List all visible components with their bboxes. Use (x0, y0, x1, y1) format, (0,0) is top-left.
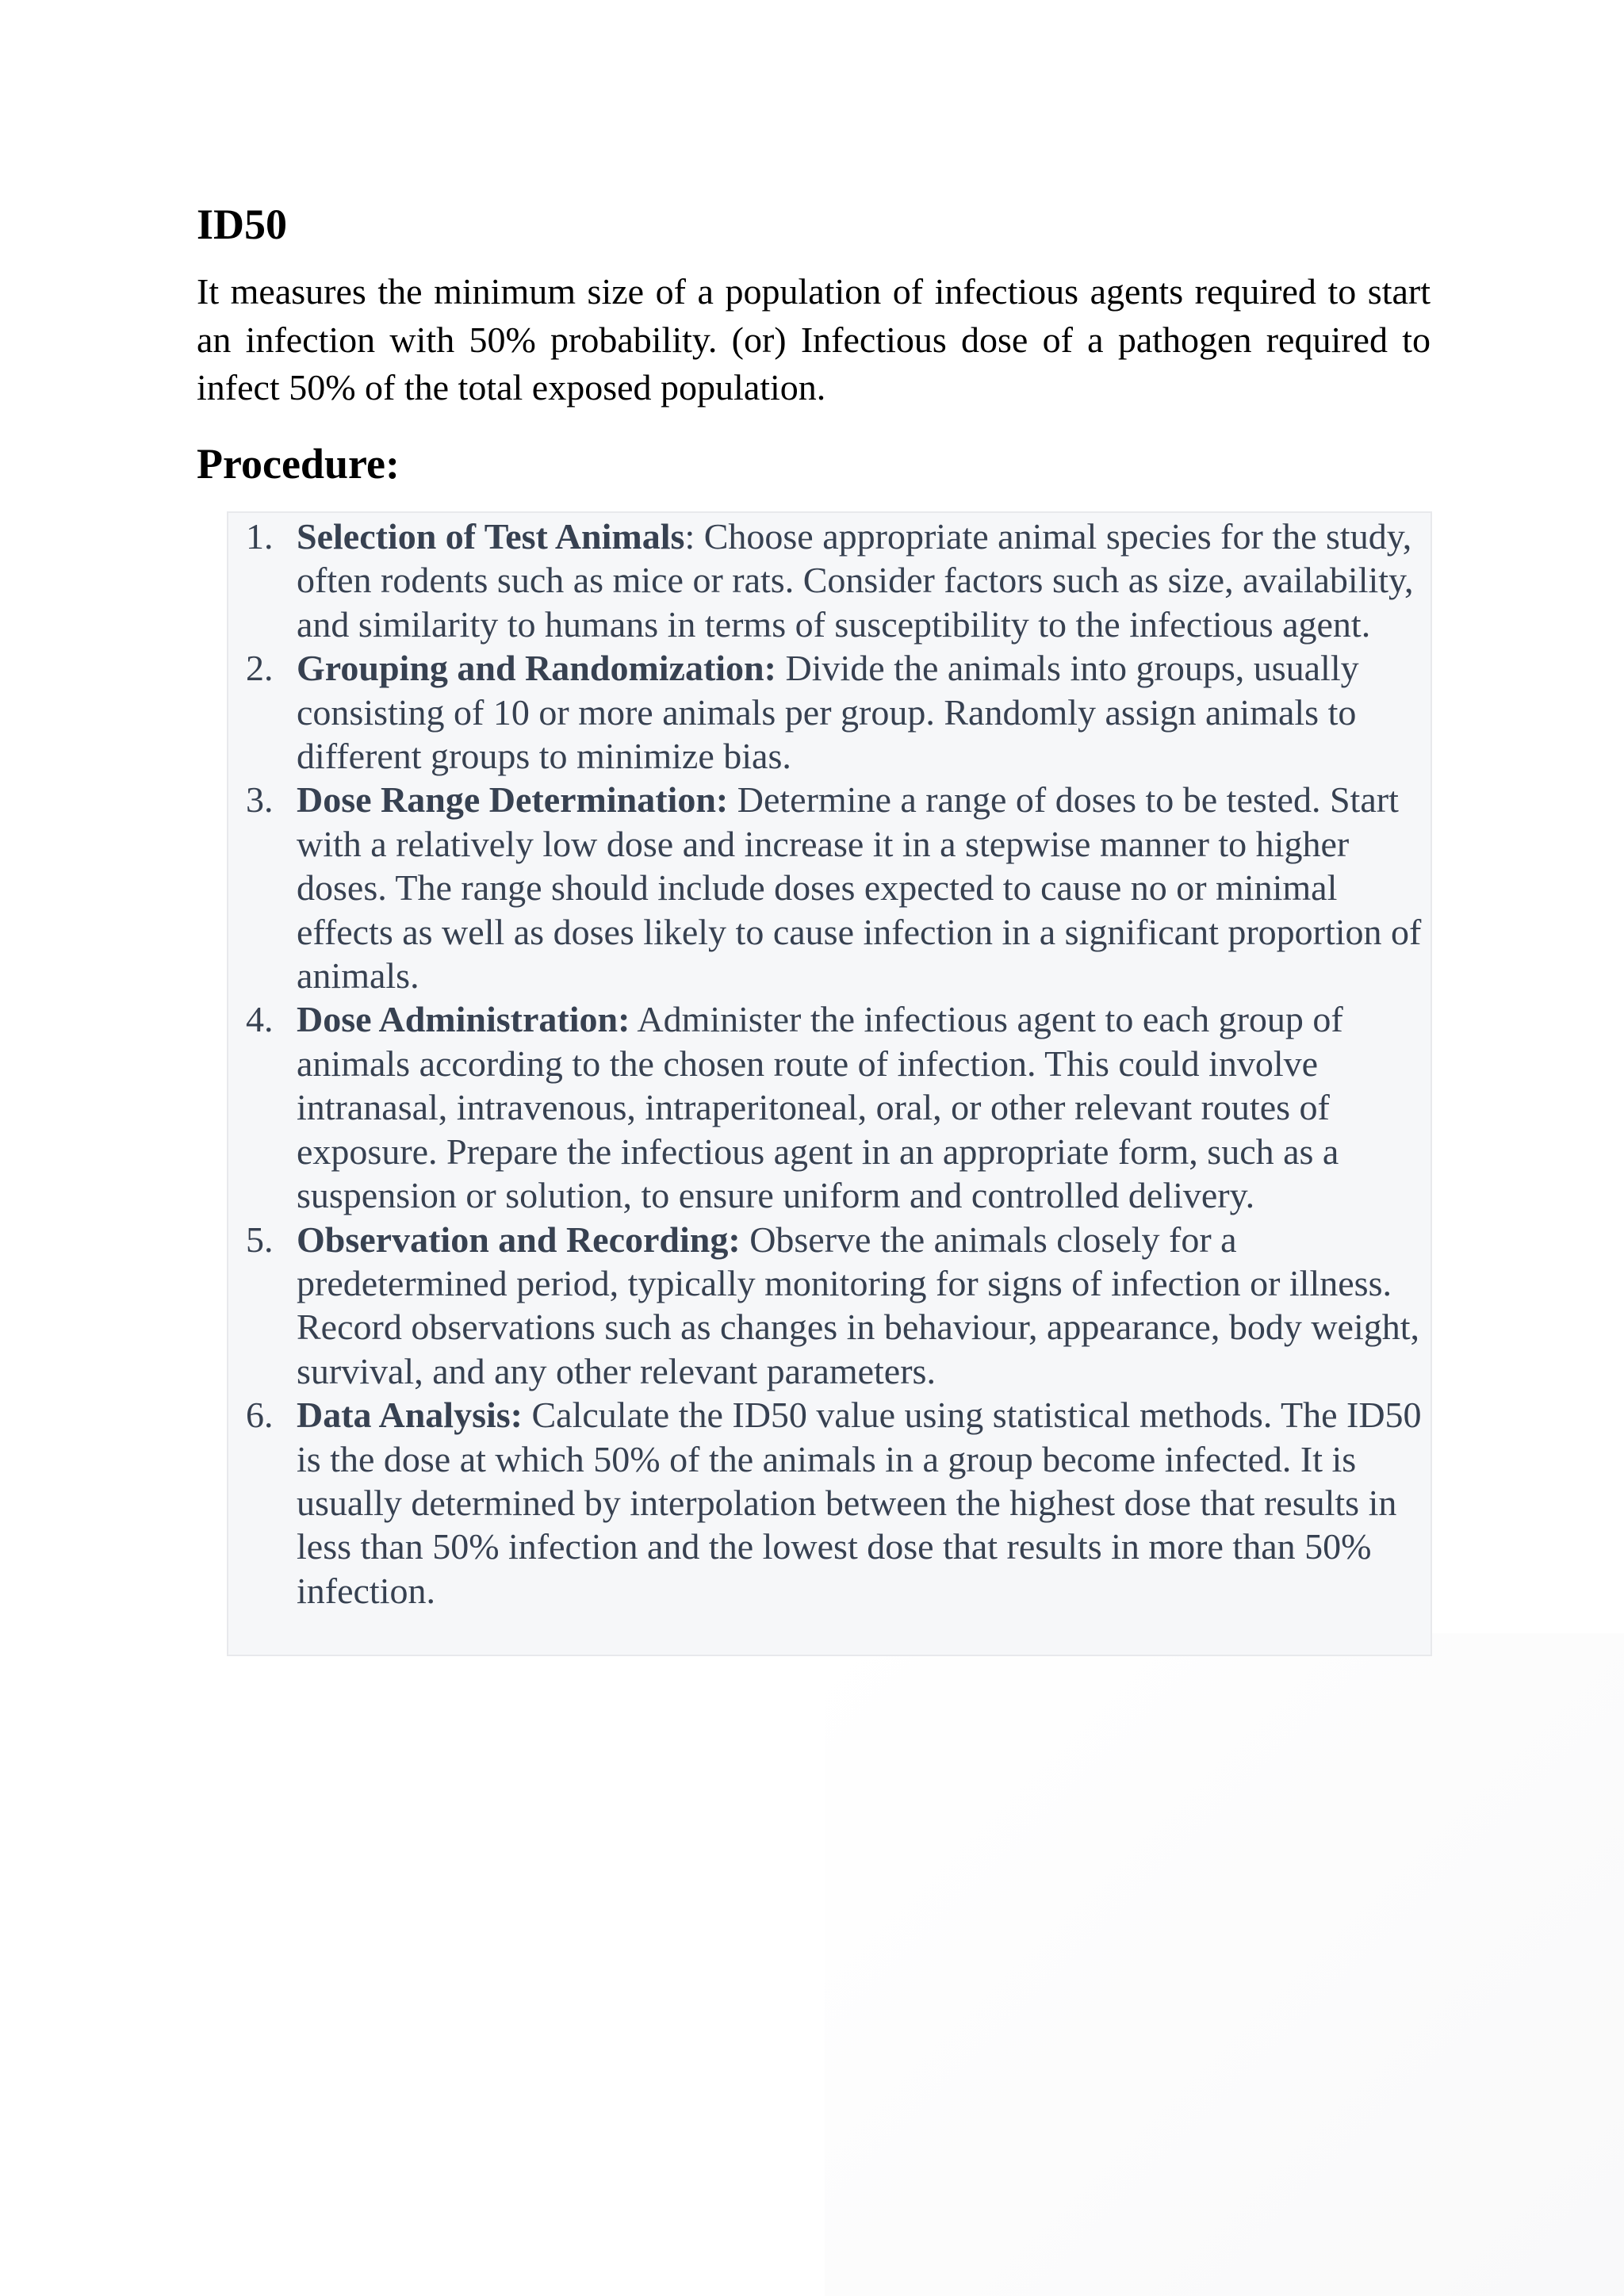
step-number: 3. (246, 779, 274, 821)
step-number: 5. (246, 1219, 274, 1260)
step-heading: Dose Range Determination: (297, 779, 729, 821)
procedure-step-6 (228, 1393, 1432, 1613)
step-text: Choose appropriate animal species for the study, often rodents such as mice or rats. Consider factors such as size, availability, and similarity to humans in terms of susceptibility to the infectious agent. (297, 516, 1414, 645)
step-text: Observe the animals closely for a predetermined period, typically monitoring for signs of infection or illness. Record observations such as changes in behaviour, appearance, body weight, survival, and any other relevant parameters. (297, 1219, 1420, 1391)
step-heading: Dose Administration: (297, 999, 630, 1040)
step-text: Divide the animals into groups, usually consisting of 10 or more animals per group. Randomly assign animals to different groups to minimize bias. (297, 648, 1359, 777)
step-number: 4. (246, 999, 274, 1040)
procedure-step-2 (228, 646, 1432, 778)
step-number: 2. (246, 648, 274, 689)
step-number: 1. (246, 516, 274, 557)
step-heading: Observation and Recording: (297, 1219, 741, 1260)
procedure-step-3 (228, 778, 1432, 997)
page-title: ID50 (197, 201, 288, 248)
step-text: Determine a range of doses to be tested. Start with a relatively low dose and increase it in a stepwise manner to higher doses. The range should include doses expected to cause no or minimal effects as well as doses likely to cause infection in a significant proportion of animals. (297, 779, 1422, 997)
procedure-step-1 (228, 515, 1432, 646)
step-text: Administer the infectious agent to each group of animals according to the chosen route of infection. This could involve intranasal, intravenous, intraperitoneal, oral, or other relevant routes of exposure. Prepare the infectious agent in an appropriate form, such as a suspension or solution, to ensure uniform and controlled delivery. (297, 999, 1343, 1216)
step-separator: : (684, 516, 695, 557)
step-heading: Grouping and Randomization: (297, 648, 776, 689)
step-heading: Data Analysis: (297, 1395, 523, 1436)
intro-paragraph: It measures the minimum size of a population of infectious agents required to start an infection with 50% probability. (or) Infectious dose of a pathogen required to infect 50% of the total exposed population. (197, 271, 1431, 408)
step-heading: Selection of Test Animals (297, 516, 685, 557)
procedure-box (227, 511, 1432, 1656)
procedure-step-5 (228, 1218, 1432, 1394)
procedure-list (228, 515, 1434, 1613)
step-text: Calculate the ID50 value using statistical methods. The ID50 is the dose at which 50% of the animals in a group become infected. It is usually determined by interpolation between the highest dose that results in less than 50% infection and the lowest dose that results in more than 50% infection. (297, 1395, 1422, 1611)
procedure-heading: Procedure: (197, 440, 400, 488)
procedure-step-4 (228, 997, 1432, 1217)
step-number: 6. (246, 1395, 274, 1436)
page-shading (825, 1633, 1624, 2296)
